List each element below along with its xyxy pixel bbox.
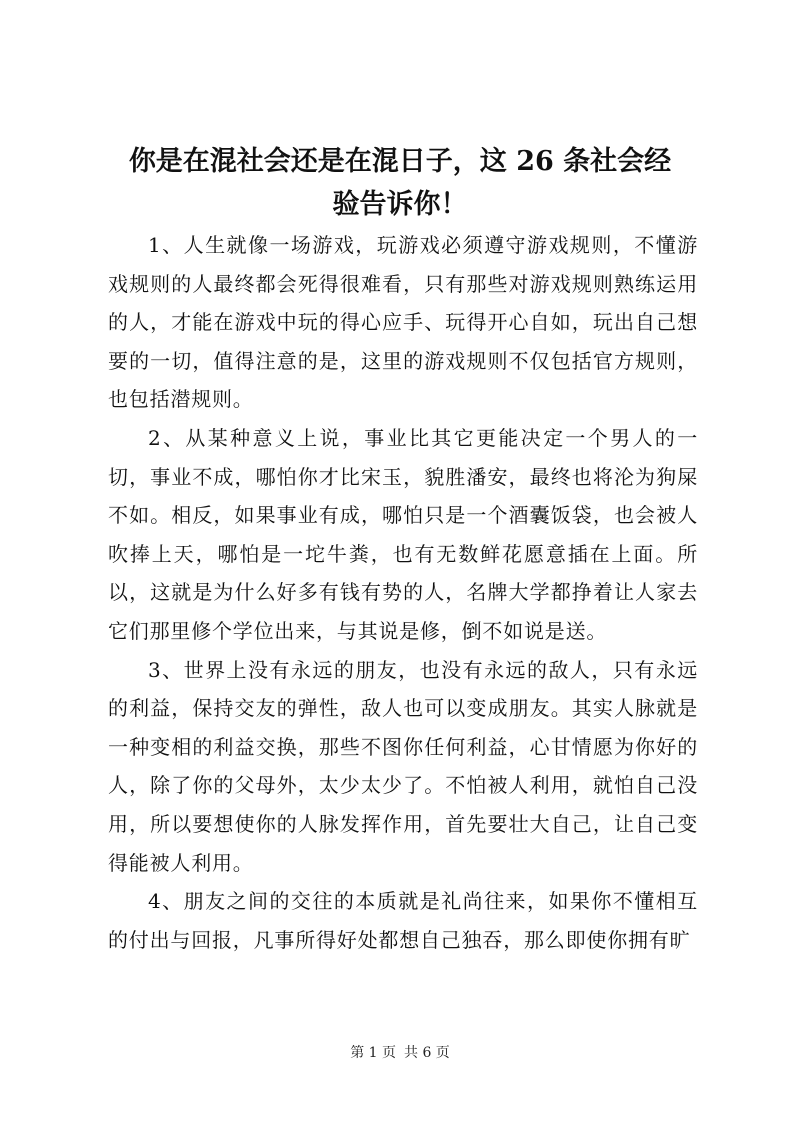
page-number: 第 1 页 [350, 1045, 396, 1061]
paragraph-2: 2、从某种意义上说，事业比其它更能决定一个男人的一切，事业不成，哪怕你才比宋玉，貌胜潘安，最终也将沦为狗屎不如。相反，如果事业有成，哪怕只是一个酒囊饭袋，也会被人吹捧上天，哪怕是一坨牛粪，也有无数鲜花愿意插在上面。所以，这就是为什么好多有钱有势的人，名牌大学都挣着让人家去它们那里修个学位出来，与其说是修，倒不如说是送。 [108, 425, 698, 643]
document-body [108, 226, 698, 959]
page-footer [0, 1043, 800, 1063]
document-title-line-2: 验告诉你！ [332, 189, 468, 220]
paragraph-3: 3、世界上没有永远的朋友，也没有永远的敌人，只有永远的利益，保持交友的弹性，敌人也可以变成朋友。其实人脉就是一种变相的利益交换，那些不图你任何利益，心甘情愿为你好的人，除了你的父母外，太少太少了。不怕被人利用，就怕自己没用，所以要想使你的人脉发挥作用，首先要壮大自己，让自己变得能被人利用。 [108, 657, 698, 875]
page-total: 共 6 页 [404, 1045, 450, 1061]
paragraph-1: 1、人生就像一场游戏，玩游戏必须遵守游戏规则，不懂游戏规则的人最终都会死得很难看，只有那些对游戏规则熟练运用的人，才能在游戏中玩的得心应手、玩得开心自如，玩出自己想要的一切，值得注意的是，这里的游戏规则不仅包括官方规则，也包括潜规则。 [108, 233, 698, 412]
document-title-line-1: 你是在混社会还是在混日子，这 26 条社会经 [128, 146, 672, 177]
paragraph-4: 4、朋友之间的交往的本质就是礼尚往来，如果你不懂相互的付出与回报，凡事所得好处都想自己独吞，那么即使你拥有旷 [108, 889, 698, 952]
